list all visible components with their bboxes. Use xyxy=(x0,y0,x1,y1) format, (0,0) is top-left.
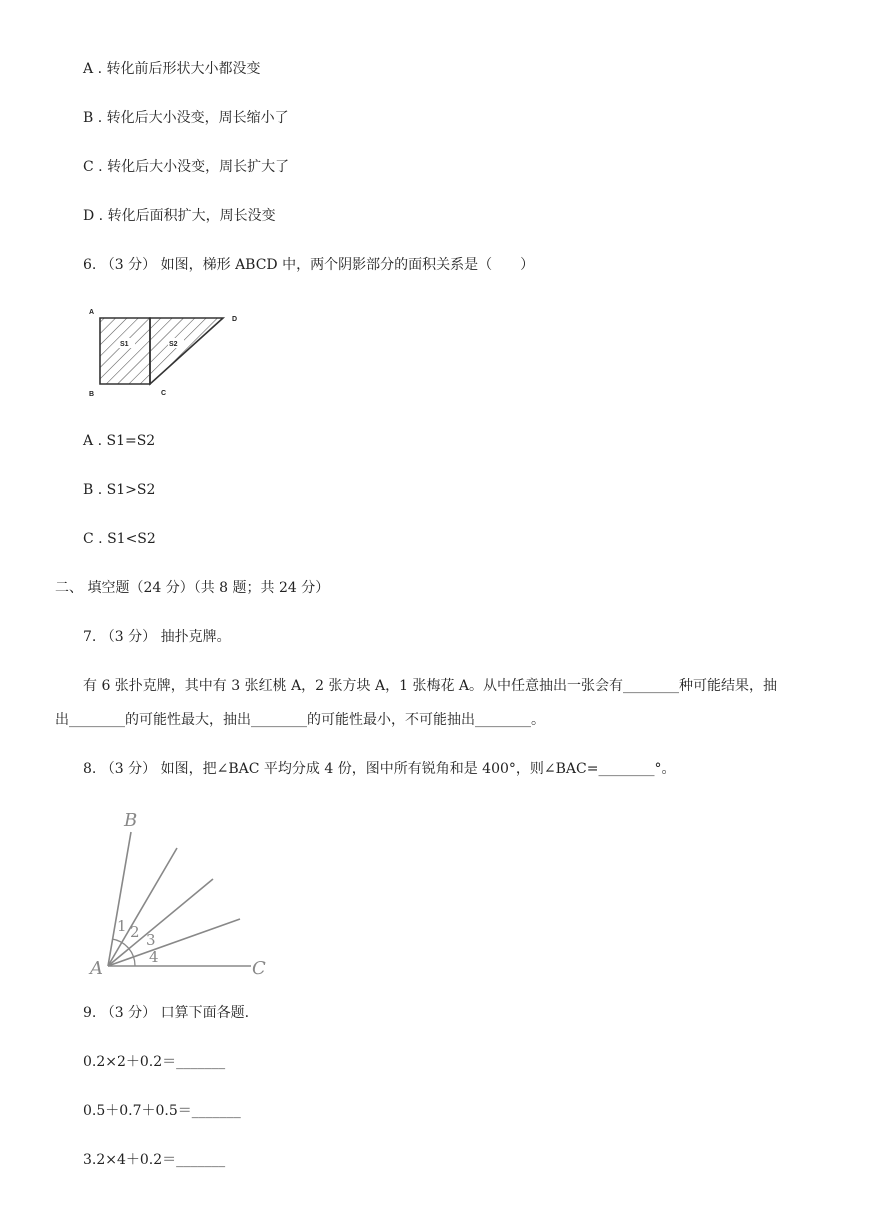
region-label-s2: S2 xyxy=(169,341,178,348)
angle-label-1: 1 xyxy=(117,917,127,935)
vertex-label-c: C xyxy=(161,390,167,397)
q9-stem: 9. （3 分） 口算下面各题. xyxy=(83,1005,250,1021)
q7-stem: 7. （3 分） 抽扑克牌。 xyxy=(83,629,231,645)
q6-option-c xyxy=(83,529,156,549)
ray-4 xyxy=(108,919,240,966)
option-separator: . xyxy=(93,433,107,449)
angle-figure xyxy=(86,806,276,981)
vertex-label-b: B xyxy=(124,810,138,831)
vertex-label-a: A xyxy=(90,958,103,979)
region-label-s1: S1 xyxy=(120,341,129,348)
q6-option-b xyxy=(83,480,155,500)
angle-label-3: 3 xyxy=(146,931,156,949)
option-separator: . xyxy=(93,159,108,175)
option-letter: D xyxy=(83,208,95,224)
option-letter: A xyxy=(83,433,94,449)
option-letter: C xyxy=(83,531,94,547)
option-separator: . xyxy=(93,482,107,498)
option-separator: . xyxy=(93,531,108,547)
q5-option-c xyxy=(83,157,289,177)
option-text: S1<S2 xyxy=(107,531,156,547)
q5-option-a xyxy=(83,59,260,79)
option-letter: B xyxy=(83,482,94,498)
option-letter: B xyxy=(83,110,94,126)
option-text: S1=S2 xyxy=(106,433,156,449)
option-separator: . xyxy=(93,110,107,126)
option-separator: . xyxy=(93,61,107,77)
q9-item-2: 0.5＋0.7＋0.5＝_______ xyxy=(83,1103,241,1119)
q6-option-a xyxy=(83,431,155,451)
vertex-label-d: D xyxy=(232,316,238,323)
option-text: 转化后面积扩大，周长没变 xyxy=(107,208,276,224)
vertex-label-b: B xyxy=(89,391,95,398)
q9-item-1: 0.2×2＋0.2＝_______ xyxy=(83,1054,226,1070)
q9-item-3: 3.2×4＋0.2＝_______ xyxy=(83,1152,226,1168)
shaded-region-s2 xyxy=(150,318,223,384)
option-text: 转化前后形状大小都没变 xyxy=(106,61,261,77)
option-letter: C xyxy=(83,159,94,175)
option-separator: . xyxy=(94,208,108,224)
q7-body-line-2: 出________的可能性最大，抽出________的可能性最小，不可能抽出________。 xyxy=(55,712,545,728)
trapezoid-figure xyxy=(86,302,246,402)
section-heading: 二、 填空题（24 分）（共 8 题；共 24 分） xyxy=(55,580,330,596)
q5-option-d xyxy=(83,206,276,226)
option-text: 转化后大小没变，周长扩大了 xyxy=(107,159,290,175)
q5-option-b xyxy=(83,108,289,128)
q7-body-line-1: 有 6 张扑克牌，其中有 3 张红桃 A，2 张方块 A，1 张梅花 A。从中任意抽出一张会有________种可能结果，抽 xyxy=(83,678,778,694)
option-text: S1>S2 xyxy=(106,482,156,498)
option-text: 转化后大小没变，周长缩小了 xyxy=(106,110,289,126)
shaded-region-s1 xyxy=(100,318,150,384)
angle-label-4: 4 xyxy=(149,948,159,966)
angle-label-2: 2 xyxy=(130,923,140,941)
q8-stem: 8. （3 分） 如图，把∠BAC 平均分成 4 份，图中所有锐角和是 400°，则∠BAC=________°。 xyxy=(83,761,676,777)
vertex-label-a: A xyxy=(89,309,95,316)
q6-stem: 6. （3 分） 如图，梯形 ABCD 中，两个阴影部分的面积关系是（ ） xyxy=(83,257,535,273)
option-letter: A xyxy=(83,61,94,77)
vertex-label-c: C xyxy=(252,958,266,979)
